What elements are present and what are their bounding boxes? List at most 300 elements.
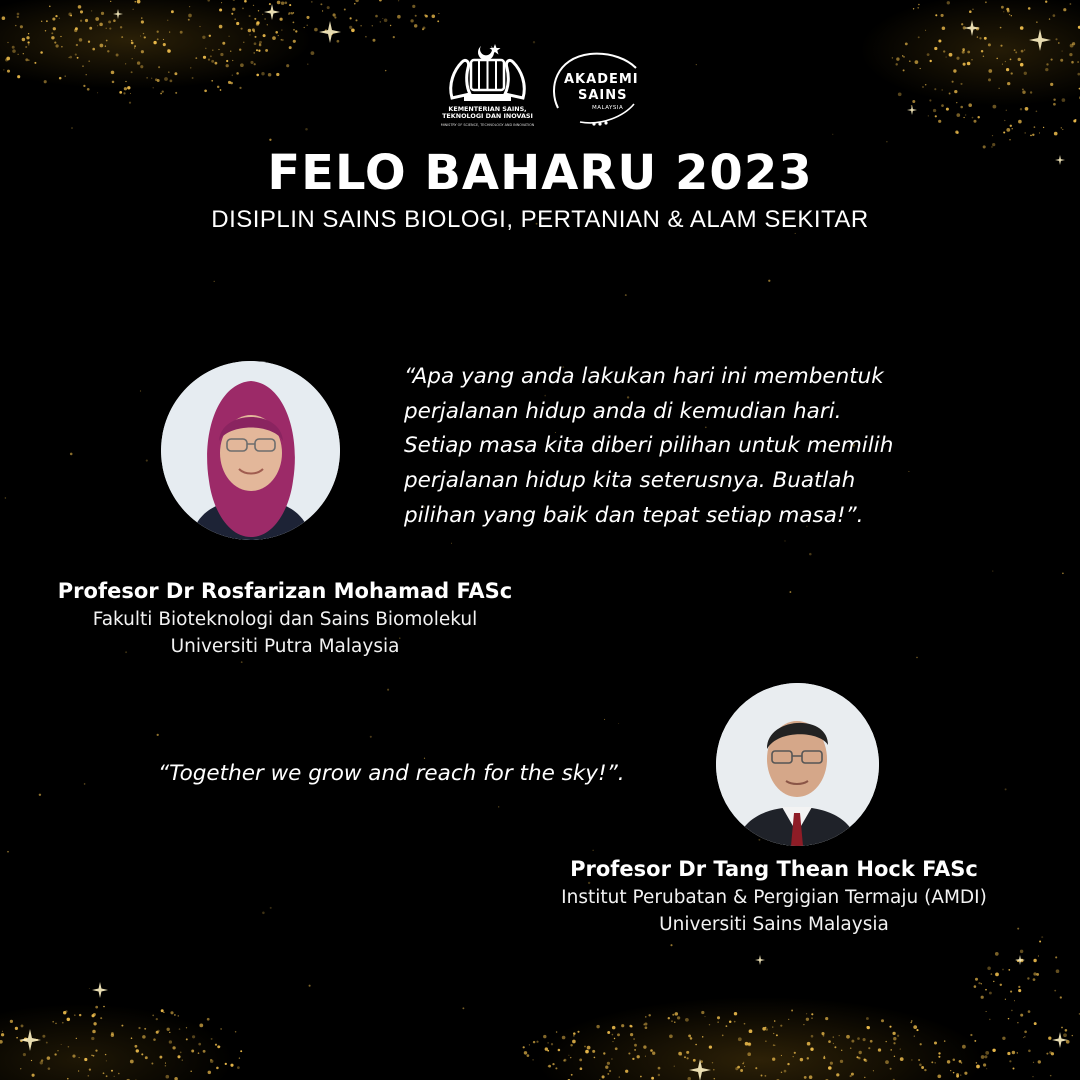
sparkle-dot <box>293 29 295 31</box>
sparkle-dot <box>180 1052 182 1054</box>
sparkle-dot <box>1007 82 1010 85</box>
sparkle-dot <box>772 1058 775 1061</box>
sparkle-dot <box>1039 941 1041 943</box>
sparkle-dot <box>203 1050 206 1053</box>
fellow-2-name: Profesor Dr Tang Thean Hock FASc <box>570 857 978 881</box>
sparkle-dot <box>768 280 770 282</box>
sparkle-dot <box>276 73 279 76</box>
sparkle-dot <box>866 1017 869 1020</box>
sparkle-dot <box>935 115 937 117</box>
sparkle-dot <box>221 2 222 3</box>
sparkle-dot <box>398 0 399 1</box>
sparkle-dot <box>133 9 134 10</box>
sparkle-dot <box>863 1038 866 1041</box>
sparkle-dot <box>190 67 191 68</box>
sparkle-dot <box>424 14 426 16</box>
sparkle-dot <box>1055 38 1057 40</box>
sparkle-dot <box>157 79 160 82</box>
sparkle-dot <box>1010 991 1012 993</box>
sparkle-dot <box>293 22 295 24</box>
sparkle-dot <box>1014 1000 1015 1001</box>
sparkle-dot <box>127 86 130 89</box>
sparkle-dot <box>983 1063 986 1066</box>
sparkle-dot <box>113 19 116 22</box>
sparkle-dot <box>1012 1051 1015 1054</box>
sparkle-dot <box>1002 969 1004 971</box>
sparkle-dot <box>949 53 953 57</box>
sparkle-dot <box>192 77 194 79</box>
sparkle-dot <box>106 1060 107 1061</box>
sparkle-dot <box>498 806 499 807</box>
sparkle-dot <box>684 1056 686 1058</box>
sparkle-dot <box>45 30 46 31</box>
fellow-1-details <box>40 576 530 660</box>
sparkle-dot <box>67 1078 69 1080</box>
sparkle-dot <box>938 120 941 123</box>
sparkle-dot <box>972 117 974 119</box>
sparkle-dot <box>1020 950 1023 953</box>
sparkle-dot <box>833 1043 834 1044</box>
sparkle-dot <box>41 1059 43 1061</box>
sparkle-dot <box>857 1037 860 1040</box>
fellow-1-quote <box>404 360 964 534</box>
sparkle-dot <box>215 1044 217 1046</box>
sparkle-dot <box>140 390 141 391</box>
sparkle-dot <box>1069 53 1072 56</box>
sparkle-dot <box>28 44 29 45</box>
sparkle-dot <box>825 1017 828 1020</box>
sparkle-dot <box>823 1035 825 1037</box>
sparkle-dot <box>1045 68 1048 71</box>
sparkle-dot <box>311 1 313 3</box>
sparkle-dot <box>207 0 210 2</box>
sparkle-dot <box>144 1028 146 1030</box>
sparkle-dot <box>182 1060 183 1061</box>
sparkle-dot <box>101 12 104 15</box>
sparkle-dot <box>602 1075 605 1078</box>
sparkle-dot <box>969 10 972 13</box>
sparkle-dot <box>239 49 241 51</box>
sparkle-dot <box>161 1009 164 1012</box>
sparkle-dot <box>327 6 330 9</box>
sparkle-dot <box>129 102 131 104</box>
sparkle-dot <box>1020 1014 1023 1017</box>
sparkle-dot <box>46 20 48 22</box>
sparkle-dot <box>789 591 791 593</box>
sparkle-dot <box>892 57 893 58</box>
sparkle-dot <box>1024 1031 1027 1034</box>
sparkle-dot <box>547 1042 548 1043</box>
sparkle-dot <box>111 1070 113 1072</box>
sparkle-dot <box>79 1057 80 1058</box>
sparkle-dot <box>220 89 222 91</box>
sparkle-dot <box>10 1020 13 1023</box>
sparkle-dot <box>205 48 207 50</box>
sparkle-dot <box>61 46 63 48</box>
sparkle-dot <box>1002 1037 1005 1040</box>
sparkle-dot <box>928 115 929 116</box>
sparkle-dot <box>384 19 388 23</box>
sparkle-dot <box>1038 1060 1041 1063</box>
sparkle-dot <box>1060 59 1063 62</box>
sparkle-dot <box>142 1035 146 1039</box>
sparkle-dot <box>690 1037 693 1040</box>
sparkle-dot <box>145 1056 148 1059</box>
sparkle-dot <box>920 68 921 69</box>
sparkle-dot <box>83 85 85 87</box>
sparkle-dot <box>7 42 8 43</box>
sparkle-dot <box>985 1 987 3</box>
sparkle-dot <box>306 16 309 19</box>
sparkle-dot <box>630 1033 633 1036</box>
sparkle-dot <box>929 60 931 62</box>
sparkle-dot <box>934 88 936 90</box>
sparkle-dot <box>758 839 760 841</box>
sparkle-dot <box>170 1011 173 1014</box>
sparkle-dot <box>934 1062 935 1063</box>
sparkle-dot <box>956 102 957 103</box>
sparkle-dot <box>228 36 229 37</box>
sparkle-dot <box>192 1035 195 1038</box>
sparkle-dot <box>1028 1010 1031 1013</box>
sparkle-dot <box>250 61 253 64</box>
sparkle-dot <box>226 60 228 62</box>
sparkle-dot <box>563 1060 565 1062</box>
sparkle-dot <box>199 1024 203 1028</box>
sparkle-dot <box>558 1049 561 1052</box>
sparkle-dot <box>868 1047 870 1049</box>
sparkle-dot <box>859 1051 862 1054</box>
quote-line: perjalanan hidup kita seterusnya. Buatlah <box>404 468 856 494</box>
quote-line: “Together we grow and reach for the sky!”. <box>158 761 625 786</box>
sparkle-dot <box>432 15 436 19</box>
sparkle-dot <box>987 967 991 971</box>
sparkle-dot <box>984 1055 987 1058</box>
sparkle-dot <box>604 719 605 720</box>
sparkle-dot <box>755 1067 757 1069</box>
sparkle-dot <box>1033 978 1036 981</box>
sparkle-dot <box>105 1054 106 1055</box>
sparkle-dot <box>793 1056 794 1057</box>
fellow-1-photo <box>161 361 340 540</box>
sparkle-dot <box>933 109 936 112</box>
sparkle-dot <box>141 20 144 23</box>
sparkle-dot <box>744 1023 746 1025</box>
sparkle-dot <box>295 30 297 32</box>
sparkle-dot <box>164 77 168 81</box>
sparkle-dot <box>993 981 994 982</box>
sparkle-dot <box>784 1070 787 1073</box>
sparkle-dot <box>92 1030 96 1034</box>
sparkle-dot <box>397 15 401 19</box>
sparkle-dot <box>17 75 20 78</box>
sparkle-dot <box>1060 996 1062 998</box>
sparkle-dot <box>136 1049 139 1052</box>
sparkle-dot <box>74 1014 76 1016</box>
sparkle-dot <box>828 1040 831 1043</box>
sparkle-dot <box>93 1022 96 1025</box>
sparkle-dot <box>95 1049 97 1051</box>
sparkle-dot <box>259 43 260 44</box>
sparkle-dot <box>764 1075 766 1077</box>
sparkle-dot <box>272 36 276 40</box>
sparkle-dot <box>219 8 222 11</box>
sparkle-dot <box>925 30 926 31</box>
sparkle-dot <box>130 93 131 94</box>
sparkle-dot <box>851 1073 854 1076</box>
sparkle-dot <box>385 70 386 71</box>
sparkle-dot <box>968 103 972 107</box>
sparkle-dot <box>821 1032 824 1035</box>
sparkle-dot <box>47 1056 51 1060</box>
sparkle-dot <box>351 28 355 32</box>
sparkle-dot <box>772 1027 773 1028</box>
sparkle-dot <box>26 36 29 39</box>
sparkle-dot <box>228 81 231 84</box>
sparkle-dot <box>787 1063 789 1065</box>
sparkle-dot <box>1075 119 1077 121</box>
sparkle-dot <box>410 19 413 22</box>
sparkle-dot <box>836 1073 839 1076</box>
sparkle-dot <box>1023 1037 1024 1038</box>
sparkle-dot <box>138 1027 140 1029</box>
sparkle-dot <box>643 1024 645 1026</box>
sparkle-dot <box>960 83 962 85</box>
sparkle-dot <box>648 1014 650 1016</box>
sparkle-dot <box>54 1053 56 1055</box>
sparkle-dot <box>1058 42 1060 44</box>
sparkle-dot <box>1048 1037 1051 1040</box>
fellow-2-details <box>530 854 1018 938</box>
sparkle-dot <box>625 1070 628 1073</box>
sparkle-dot <box>800 1058 803 1061</box>
sparkle-dot <box>230 1064 233 1067</box>
sparkle-dot <box>709 1024 710 1025</box>
sparkle-dot <box>131 71 133 73</box>
sparkle-dot <box>956 57 959 60</box>
sparkle-dot <box>112 81 115 84</box>
sparkle-dot <box>1065 1029 1068 1032</box>
malaysia-coat-of-arms-icon <box>440 40 535 135</box>
sparkle-dot <box>937 1074 941 1078</box>
sparkle-dot <box>568 1055 569 1056</box>
sparkle-dot <box>52 17 55 20</box>
sparkle-dot <box>131 42 134 45</box>
sparkle-dot <box>269 139 271 141</box>
sparkle-dot <box>1028 1050 1031 1053</box>
sparkle-dot <box>1053 14 1056 17</box>
sparkle-dot <box>959 1060 962 1063</box>
sparkle-dot <box>985 1051 989 1055</box>
sparkle-dot <box>645 1026 648 1029</box>
sparkle-dot <box>146 460 148 462</box>
sparkle-dot <box>1062 129 1063 130</box>
sparkle-dot <box>77 57 79 59</box>
sparkle-dot <box>210 1059 212 1061</box>
sparkle-dot <box>1063 1033 1067 1037</box>
sparkle-dot <box>25 46 27 48</box>
sparkle-dot <box>917 7 919 9</box>
sparkle-dot <box>125 81 126 82</box>
sparkle-dot <box>607 1073 609 1075</box>
sparkle-dot <box>964 117 965 118</box>
sparkle-dot <box>713 1069 715 1071</box>
sparkle-dot <box>571 1074 573 1076</box>
sparkle-dot <box>158 66 160 68</box>
sparkle-dot <box>307 25 308 26</box>
sparkle-dot <box>258 10 259 11</box>
sparkle-dot <box>645 1016 646 1017</box>
sparkle-dot <box>121 1025 123 1027</box>
sparkle-dot <box>232 8 235 11</box>
sparkle-dot <box>890 1049 892 1051</box>
sparkle-dot <box>1000 45 1002 47</box>
fellow-2-institute: Institut Perubatan & Pergigian Termaju (AMDI) <box>561 887 987 908</box>
sparkle-dot <box>68 13 71 16</box>
sparkle-dot <box>989 992 992 995</box>
sparkle-dot <box>254 63 256 65</box>
sparkle-dot <box>1054 990 1056 992</box>
sparkle-dot <box>281 30 282 31</box>
sparkle-dot <box>633 1038 635 1040</box>
sparkle-dot <box>903 56 905 58</box>
sparkle-dot <box>748 1043 751 1046</box>
sparkle-dot <box>832 134 833 135</box>
sparkle-dot <box>311 51 315 55</box>
sparkle-dot <box>955 130 958 133</box>
sparkle-dot <box>1002 64 1003 65</box>
sparkle-dot <box>215 62 218 65</box>
sparkle-dot <box>20 1068 21 1069</box>
fellow-2-photo <box>716 683 879 846</box>
sparkle-dot <box>169 32 170 33</box>
sparkle-dot <box>913 8 914 9</box>
sparkle-dot <box>92 48 95 51</box>
sparkle-dot <box>70 453 73 456</box>
sparkle-dot <box>919 1064 922 1067</box>
sparkle-dot <box>232 60 233 61</box>
sparkle-dot <box>1004 120 1005 121</box>
sparkle-dot <box>195 57 197 59</box>
sparkle-dot <box>275 31 278 34</box>
sparkle-dot <box>1072 1035 1073 1036</box>
sparkle-dot <box>941 104 944 107</box>
sparkle-dot <box>32 1074 35 1077</box>
sparkle-dot <box>56 44 59 47</box>
sparkle-dot <box>607 1062 610 1065</box>
ministry-name-line1: KEMENTERIAN SAINS, <box>448 105 527 113</box>
sparkle-dot <box>258 50 260 52</box>
sparkle-dot <box>548 1065 551 1068</box>
sparkle-dot <box>956 113 960 117</box>
sparkle-dot <box>225 1063 227 1065</box>
sparkle-dot <box>781 1055 782 1056</box>
sparkle-dot <box>596 1025 599 1028</box>
sparkle-dot <box>1045 1 1047 3</box>
sparkle-dot <box>903 69 905 71</box>
sparkle-dot <box>918 4 920 6</box>
sparkle-dot <box>1036 973 1039 976</box>
sparkle-dot <box>100 44 104 48</box>
sparkle-dot <box>774 1020 776 1022</box>
sparkle-dot <box>637 1055 640 1058</box>
sparkle-dot <box>791 1010 793 1012</box>
sparkle-dot <box>88 41 90 43</box>
sparkle-dot <box>573 1032 576 1035</box>
sparkle-dot <box>999 88 1000 89</box>
sparkle-dot <box>0 1040 3 1044</box>
sparkle-dot <box>810 1048 813 1051</box>
sparkle-dot <box>240 63 244 67</box>
sparkle-dot <box>42 1035 45 1038</box>
fellow-1-university: Universiti Putra Malaysia <box>170 636 400 657</box>
sparkle-dot <box>670 944 672 946</box>
sparkle-dot <box>333 13 336 16</box>
sparkle-dot <box>1001 6 1004 9</box>
sparkle-dot <box>151 78 152 79</box>
sparkle-dot <box>60 36 61 37</box>
sparkle-dot <box>740 1069 743 1072</box>
sparkle-dot <box>607 1031 610 1034</box>
sparkle-dot <box>172 1046 175 1049</box>
sparkle-dot <box>17 16 19 18</box>
sparkle-dot <box>893 1037 896 1040</box>
sparkle-dot <box>1024 49 1025 50</box>
sparkle-dot <box>863 1058 865 1060</box>
sparkle-dot <box>85 19 88 22</box>
page-title: FELO BAHARU 2023 <box>267 145 813 201</box>
sparkle-dot <box>973 120 976 123</box>
sparkle-dot <box>858 1057 861 1060</box>
sparkle-dot <box>941 14 944 17</box>
sparkle-dot <box>762 1027 766 1031</box>
sparkle-dot <box>841 1050 842 1051</box>
sparkle-dot <box>87 88 90 91</box>
sparkle-dot <box>166 1075 170 1079</box>
sparkle-dot <box>780 1025 782 1027</box>
sparkle-dot <box>84 783 86 785</box>
sparkle-dot <box>390 25 391 26</box>
sparkle-dot <box>878 1048 881 1051</box>
sparkle-dot <box>28 33 29 34</box>
sparkle-dot <box>69 56 72 59</box>
sparkle-dot <box>766 1028 769 1031</box>
sparkle-dot <box>80 10 83 13</box>
sparkle-dot <box>31 1060 32 1061</box>
sparkle-dot <box>702 1036 703 1037</box>
sparkle-dot <box>204 89 207 92</box>
sparkle-dot <box>1077 61 1079 63</box>
sparkle-dot <box>232 75 233 76</box>
sparkle-dot <box>1015 51 1017 53</box>
sparkle-dot <box>114 1076 115 1077</box>
sparkle-dot <box>934 1041 937 1044</box>
sparkle-star <box>1015 955 1025 965</box>
sparkle-dot <box>929 99 931 101</box>
sparkle-dot <box>1011 72 1013 74</box>
sparkle-dot <box>709 1045 712 1048</box>
sparkle-dot <box>918 36 920 38</box>
sparkle-dot <box>988 43 991 46</box>
sparkle-dot <box>1005 999 1006 1000</box>
sparkle-dot <box>218 49 219 50</box>
sparkle-dot <box>109 28 111 30</box>
sparkle-dot <box>134 47 135 48</box>
sparkle-dot <box>712 1062 713 1063</box>
sparkle-dot <box>619 1076 620 1077</box>
sparkle-dot <box>981 983 982 984</box>
sparkle-dot <box>211 60 214 63</box>
